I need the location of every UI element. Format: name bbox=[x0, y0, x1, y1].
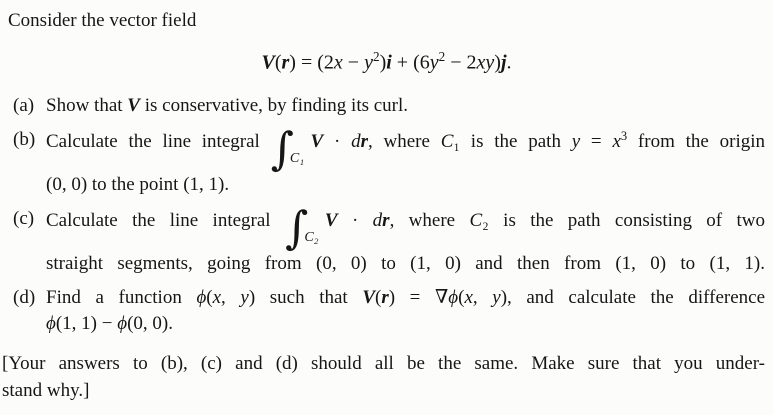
part-b bbox=[8, 123, 765, 198]
vector-field-equation: $V(r) = (2x - y^2)i + (6y^2 - 2xy)j$. bbox=[261, 49, 512, 74]
part-d-label: (d) bbox=[13, 287, 36, 309]
problem-intro: Consider the vector field bbox=[8, 10, 197, 31]
part-b-label: (b) bbox=[13, 129, 36, 151]
closing-note-line-2: stand why.] bbox=[2, 379, 90, 401]
part-c-line-1: Calculate the line integral $\int_{C_2}V$ · dr, where C₂ is the path consisting of two bbox=[46, 202, 766, 255]
closing-note bbox=[2, 351, 765, 403]
part-d-line-1: Find a function ϕ(x, y) such that V(r) = ∇ϕ(x, y), and calculate the difference bbox=[46, 287, 765, 309]
part-c-label: (c) bbox=[13, 208, 35, 230]
closing-note-line-1: [Your answers to (b), (c) and (d) should all be the same. Make sure that you under- bbox=[2, 353, 765, 375]
part-a-label: (a) bbox=[13, 95, 35, 117]
part-b-line-1: Calculate the line integral $\int_{C_1}V$ · dr, where C₁ is the path $y = x^3$ from the origin bbox=[46, 123, 765, 176]
part-a bbox=[8, 93, 765, 119]
part-a-text bbox=[46, 93, 765, 119]
part-b-text bbox=[46, 123, 765, 198]
part-d bbox=[8, 285, 765, 337]
part-c-text bbox=[46, 202, 766, 277]
part-d-line-2: ϕ(1, 1) − ϕ(0, 0). bbox=[46, 313, 173, 335]
part-d-text bbox=[46, 285, 765, 337]
part-b-line-2: (0, 0) to the point (1, 1). bbox=[46, 173, 230, 195]
part-c-line-2: straight segments, going from (0, 0) to (1, 0) and then from (1, 0) to (1, 1). bbox=[46, 252, 765, 274]
part-c bbox=[8, 202, 766, 277]
part-a-line-1: Show that V is conservative, by finding its curl. bbox=[46, 95, 409, 117]
